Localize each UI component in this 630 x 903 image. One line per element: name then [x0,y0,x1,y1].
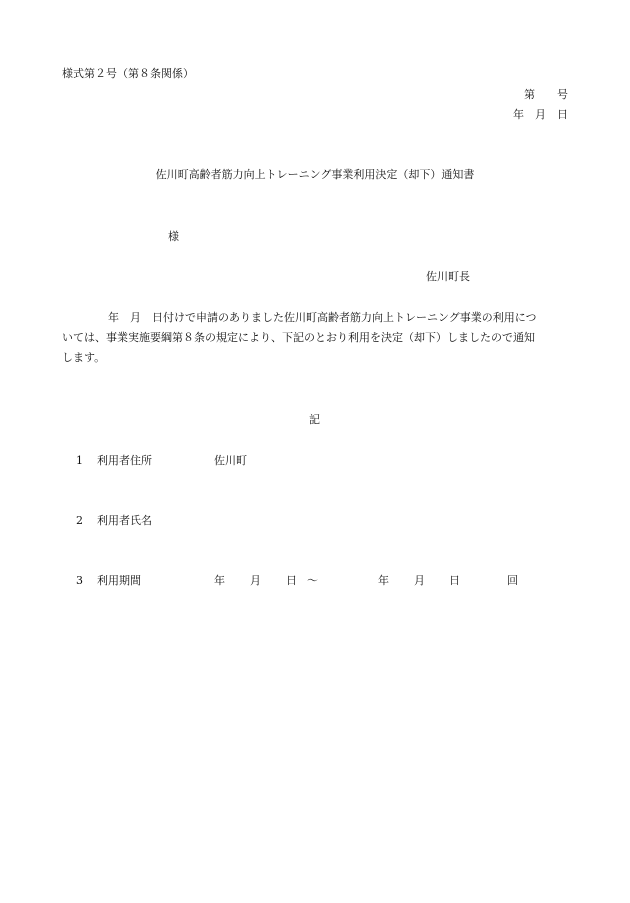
period-tilde: ～ [307,574,318,587]
period-start-year: 年 [214,574,225,587]
period-end-year: 年 [378,574,389,587]
item-number-3: 3 [76,574,83,587]
body-line-3: します。 [62,351,106,364]
ki-heading: 記 [309,413,320,426]
document-title: 佐川町高齢者筋力向上トレーニング事業利用決定（却下）通知書 [155,168,475,181]
period-end-month: 月 [414,574,425,587]
item-label-address: 利用者住所 [97,454,152,467]
body-line-1: 年 月 日付けで申請のありました佐川町高齢者筋力向上トレーニング事業の利用につ [108,311,537,324]
item-value-address: 佐川町 [214,454,247,467]
period-count: 回 [507,574,518,587]
body-line-2: いては、事業実施要綱第８条の規定により、下記のとおり利用を決定（却下）しましたので通知 [62,331,535,344]
period-end-day: 日 [449,574,460,587]
item-number-2: 2 [76,514,83,527]
item-label-period: 利用期間 [97,574,141,587]
period-start-month: 月 [250,574,261,587]
addressee-suffix: 様 [168,230,179,243]
item-number-1: 1 [76,454,83,467]
sender-name: 佐川町長 [426,270,470,283]
form-label: 様式第２号（第８条関係） [62,67,194,80]
item-label-name: 利用者氏名 [97,514,152,527]
document-date: 年 月 日 [513,108,568,121]
period-start-day: 日 [286,574,297,587]
document-number: 第 号 [524,88,568,101]
body-paragraph [62,308,570,368]
